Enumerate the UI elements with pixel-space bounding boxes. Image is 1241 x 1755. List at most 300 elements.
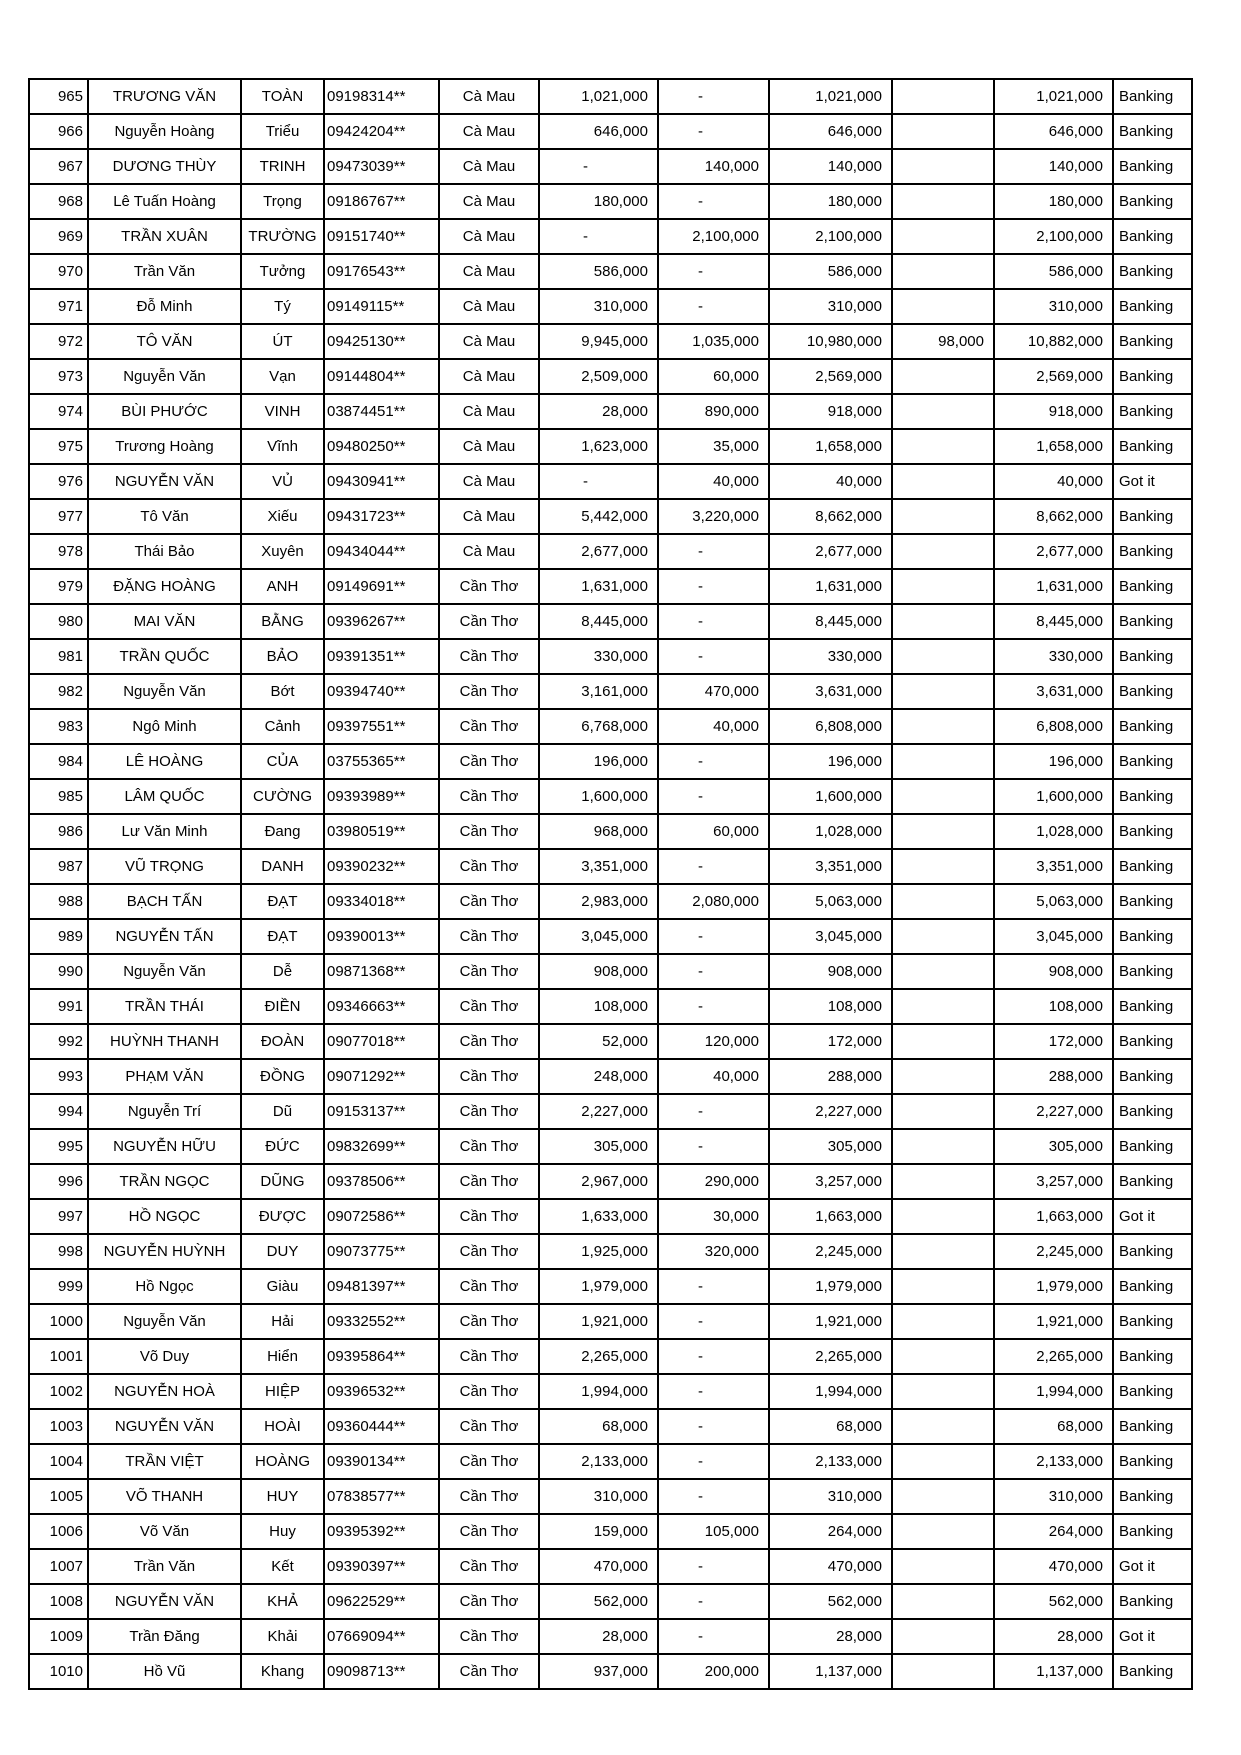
cell-no: 968	[29, 184, 88, 219]
cell-amount_net: 330,000	[994, 639, 1113, 674]
cell-amount_1: 2,133,000	[539, 1444, 658, 1479]
cell-no: 965	[29, 79, 88, 114]
table-row	[29, 569, 1192, 604]
cell-last_name: ANH	[241, 569, 324, 604]
cell-amount_2: -	[658, 639, 769, 674]
cell-city: Cà Mau	[439, 499, 539, 534]
cell-phone: 09396267**	[324, 604, 439, 639]
table-row	[29, 1129, 1192, 1164]
cell-status: Banking	[1113, 1094, 1192, 1129]
cell-status: Banking	[1113, 534, 1192, 569]
cell-amount_1: 8,445,000	[539, 604, 658, 639]
cell-amount_total: 1,021,000	[769, 79, 892, 114]
cell-no: 999	[29, 1269, 88, 1304]
cell-last_name: Tưởng	[241, 254, 324, 289]
cell-no: 977	[29, 499, 88, 534]
cell-last_name: TRƯỜNG	[241, 219, 324, 254]
cell-phone: 09378506**	[324, 1164, 439, 1199]
cell-amount_2: 1,035,000	[658, 324, 769, 359]
cell-amount_2: 40,000	[658, 1059, 769, 1094]
cell-phone: 09395392**	[324, 1514, 439, 1549]
cell-no: 985	[29, 779, 88, 814]
cell-city: Cần Thơ	[439, 1094, 539, 1129]
table-row	[29, 1269, 1192, 1304]
cell-phone: 09397551**	[324, 709, 439, 744]
cell-amount_adjust	[892, 989, 994, 1024]
cell-amount_total: 8,445,000	[769, 604, 892, 639]
cell-amount_1: 3,161,000	[539, 674, 658, 709]
cell-last_name: HIỆP	[241, 1374, 324, 1409]
cell-phone: 09072586**	[324, 1199, 439, 1234]
cell-amount_1: 1,633,000	[539, 1199, 658, 1234]
cell-status: Banking	[1113, 1234, 1192, 1269]
cell-status: Banking	[1113, 1654, 1192, 1689]
cell-first_name: NGUYỄN TẤN	[88, 919, 241, 954]
cell-last_name: DUY	[241, 1234, 324, 1269]
table-row	[29, 1094, 1192, 1129]
cell-amount_adjust	[892, 814, 994, 849]
cell-amount_2: -	[658, 114, 769, 149]
cell-last_name: ÚT	[241, 324, 324, 359]
cell-no: 974	[29, 394, 88, 429]
cell-amount_total: 40,000	[769, 464, 892, 499]
table-row	[29, 604, 1192, 639]
cell-amount_net: 196,000	[994, 744, 1113, 779]
cell-phone: 09360444**	[324, 1409, 439, 1444]
cell-amount_1: 1,979,000	[539, 1269, 658, 1304]
cell-amount_adjust	[892, 954, 994, 989]
cell-amount_1: 562,000	[539, 1584, 658, 1619]
cell-last_name: Kết	[241, 1549, 324, 1584]
cell-first_name: BÙI PHƯỚC	[88, 394, 241, 429]
cell-first_name: Nguyễn Văn	[88, 954, 241, 989]
cell-amount_net: 172,000	[994, 1024, 1113, 1059]
cell-amount_2: -	[658, 919, 769, 954]
cell-status: Banking	[1113, 779, 1192, 814]
cell-no: 990	[29, 954, 88, 989]
table-row	[29, 534, 1192, 569]
cell-no: 988	[29, 884, 88, 919]
cell-city: Cà Mau	[439, 79, 539, 114]
cell-city: Cần Thơ	[439, 604, 539, 639]
cell-city: Cần Thơ	[439, 1129, 539, 1164]
cell-amount_2: -	[658, 534, 769, 569]
cell-last_name: Bớt	[241, 674, 324, 709]
cell-last_name: Trọng	[241, 184, 324, 219]
cell-city: Cần Thơ	[439, 1059, 539, 1094]
cell-first_name: VŨ TRỌNG	[88, 849, 241, 884]
cell-phone: 09395864**	[324, 1339, 439, 1374]
table-row	[29, 359, 1192, 394]
cell-amount_total: 562,000	[769, 1584, 892, 1619]
cell-amount_total: 2,265,000	[769, 1339, 892, 1374]
cell-first_name: Tô Văn	[88, 499, 241, 534]
cell-status: Banking	[1113, 1479, 1192, 1514]
roster-table-body	[29, 79, 1192, 1689]
cell-first_name: TRẦN NGỌC	[88, 1164, 241, 1199]
cell-no: 981	[29, 639, 88, 674]
cell-last_name: VINH	[241, 394, 324, 429]
table-row	[29, 1479, 1192, 1514]
cell-city: Cần Thơ	[439, 1234, 539, 1269]
cell-amount_1: 3,351,000	[539, 849, 658, 884]
cell-last_name: ĐẠT	[241, 884, 324, 919]
cell-status: Banking	[1113, 1129, 1192, 1164]
cell-status: Got it	[1113, 1199, 1192, 1234]
cell-amount_adjust	[892, 674, 994, 709]
cell-last_name: ĐOÀN	[241, 1024, 324, 1059]
cell-amount_net: 140,000	[994, 149, 1113, 184]
cell-phone: 09871368**	[324, 954, 439, 989]
cell-status: Banking	[1113, 184, 1192, 219]
cell-amount_net: 2,265,000	[994, 1339, 1113, 1374]
cell-first_name: Nguyễn Văn	[88, 1304, 241, 1339]
cell-amount_total: 68,000	[769, 1409, 892, 1444]
cell-last_name: TRINH	[241, 149, 324, 184]
cell-amount_1: 3,045,000	[539, 919, 658, 954]
cell-amount_total: 3,257,000	[769, 1164, 892, 1199]
cell-amount_adjust	[892, 289, 994, 324]
table-row	[29, 1444, 1192, 1479]
table-row	[29, 1059, 1192, 1094]
cell-amount_2: 60,000	[658, 814, 769, 849]
cell-amount_1: 2,265,000	[539, 1339, 658, 1374]
cell-status: Banking	[1113, 289, 1192, 324]
cell-no: 1001	[29, 1339, 88, 1374]
cell-first_name: Ngô Minh	[88, 709, 241, 744]
cell-amount_adjust	[892, 604, 994, 639]
cell-status: Banking	[1113, 149, 1192, 184]
cell-no: 1000	[29, 1304, 88, 1339]
cell-amount_total: 2,100,000	[769, 219, 892, 254]
cell-phone: 09473039**	[324, 149, 439, 184]
cell-amount_net: 3,257,000	[994, 1164, 1113, 1199]
cell-last_name: ĐỒNG	[241, 1059, 324, 1094]
cell-amount_net: 646,000	[994, 114, 1113, 149]
cell-phone: 09431723**	[324, 499, 439, 534]
cell-amount_total: 470,000	[769, 1549, 892, 1584]
cell-amount_net: 288,000	[994, 1059, 1113, 1094]
cell-amount_total: 3,045,000	[769, 919, 892, 954]
cell-first_name: Nguyễn Văn	[88, 359, 241, 394]
cell-amount_2: -	[658, 1269, 769, 1304]
table-row	[29, 1374, 1192, 1409]
cell-amount_2: -	[658, 569, 769, 604]
cell-city: Cà Mau	[439, 324, 539, 359]
cell-amount_1: 1,623,000	[539, 429, 658, 464]
cell-no: 1009	[29, 1619, 88, 1654]
cell-no: 986	[29, 814, 88, 849]
cell-first_name: NGUYỄN VĂN	[88, 1584, 241, 1619]
cell-status: Banking	[1113, 219, 1192, 254]
cell-status: Banking	[1113, 744, 1192, 779]
cell-phone: 09390397**	[324, 1549, 439, 1584]
cell-amount_net: 310,000	[994, 1479, 1113, 1514]
cell-amount_1: 2,677,000	[539, 534, 658, 569]
table-row	[29, 1164, 1192, 1199]
cell-amount_total: 305,000	[769, 1129, 892, 1164]
cell-phone: 09198314**	[324, 79, 439, 114]
cell-amount_adjust	[892, 79, 994, 114]
cell-first_name: NGUYỄN HUỲNH	[88, 1234, 241, 1269]
cell-amount_adjust	[892, 1339, 994, 1374]
cell-amount_2: 60,000	[658, 359, 769, 394]
cell-amount_2: -	[658, 744, 769, 779]
cell-no: 1007	[29, 1549, 88, 1584]
cell-amount_adjust	[892, 779, 994, 814]
cell-status: Banking	[1113, 1374, 1192, 1409]
cell-amount_1: 470,000	[539, 1549, 658, 1584]
cell-amount_total: 2,569,000	[769, 359, 892, 394]
cell-phone: 09480250**	[324, 429, 439, 464]
cell-city: Cần Thơ	[439, 919, 539, 954]
cell-city: Cà Mau	[439, 254, 539, 289]
cell-city: Cần Thơ	[439, 884, 539, 919]
cell-amount_adjust	[892, 1129, 994, 1164]
cell-last_name: BẢO	[241, 639, 324, 674]
cell-amount_net: 3,631,000	[994, 674, 1113, 709]
cell-status: Banking	[1113, 954, 1192, 989]
table-row	[29, 1549, 1192, 1584]
cell-phone: 09149115**	[324, 289, 439, 324]
cell-amount_1: 28,000	[539, 394, 658, 429]
cell-amount_adjust	[892, 884, 994, 919]
cell-amount_1: 310,000	[539, 289, 658, 324]
cell-city: Cần Thơ	[439, 1584, 539, 1619]
cell-amount_net: 5,063,000	[994, 884, 1113, 919]
cell-no: 1004	[29, 1444, 88, 1479]
cell-status: Got it	[1113, 1619, 1192, 1654]
cell-amount_2: 120,000	[658, 1024, 769, 1059]
cell-amount_1: -	[539, 219, 658, 254]
cell-last_name: Xuyên	[241, 534, 324, 569]
cell-no: 987	[29, 849, 88, 884]
table-row	[29, 989, 1192, 1024]
cell-amount_adjust	[892, 1479, 994, 1514]
cell-amount_total: 288,000	[769, 1059, 892, 1094]
cell-amount_total: 2,677,000	[769, 534, 892, 569]
cell-amount_net: 264,000	[994, 1514, 1113, 1549]
cell-no: 970	[29, 254, 88, 289]
cell-first_name: Võ Duy	[88, 1339, 241, 1374]
cell-last_name: Vĩnh	[241, 429, 324, 464]
cell-status: Banking	[1113, 1024, 1192, 1059]
cell-status: Banking	[1113, 359, 1192, 394]
table-row	[29, 779, 1192, 814]
payment-roster-table	[28, 78, 1193, 1690]
cell-first_name: TÔ VĂN	[88, 324, 241, 359]
cell-phone: 09149691**	[324, 569, 439, 604]
cell-phone: 09481397**	[324, 1269, 439, 1304]
cell-amount_adjust	[892, 359, 994, 394]
cell-phone: 09391351**	[324, 639, 439, 674]
cell-first_name: Trương Hoàng	[88, 429, 241, 464]
cell-amount_2: 40,000	[658, 464, 769, 499]
cell-amount_net: 2,100,000	[994, 219, 1113, 254]
table-row	[29, 219, 1192, 254]
cell-last_name: Xiếu	[241, 499, 324, 534]
cell-amount_net: 108,000	[994, 989, 1113, 1024]
cell-phone: 09151740**	[324, 219, 439, 254]
cell-amount_adjust	[892, 464, 994, 499]
cell-city: Cần Thơ	[439, 1164, 539, 1199]
cell-phone: 09334018**	[324, 884, 439, 919]
cell-no: 975	[29, 429, 88, 464]
cell-status: Banking	[1113, 709, 1192, 744]
cell-amount_total: 1,658,000	[769, 429, 892, 464]
cell-status: Banking	[1113, 1409, 1192, 1444]
cell-last_name: Hiển	[241, 1339, 324, 1374]
cell-city: Cần Thơ	[439, 1514, 539, 1549]
cell-city: Cà Mau	[439, 114, 539, 149]
cell-amount_adjust: 98,000	[892, 324, 994, 359]
cell-first_name: Trần Văn	[88, 254, 241, 289]
cell-amount_1: 310,000	[539, 1479, 658, 1514]
cell-city: Cần Thơ	[439, 1304, 539, 1339]
cell-amount_1: 159,000	[539, 1514, 658, 1549]
cell-amount_total: 908,000	[769, 954, 892, 989]
cell-no: 979	[29, 569, 88, 604]
cell-city: Cần Thơ	[439, 1339, 539, 1374]
cell-status: Got it	[1113, 464, 1192, 499]
cell-amount_adjust	[892, 1619, 994, 1654]
cell-amount_adjust	[892, 744, 994, 779]
cell-amount_adjust	[892, 709, 994, 744]
cell-phone: 09390013**	[324, 919, 439, 954]
cell-city: Cà Mau	[439, 464, 539, 499]
table-row	[29, 1234, 1192, 1269]
cell-amount_2: -	[658, 1549, 769, 1584]
cell-amount_adjust	[892, 1234, 994, 1269]
cell-amount_net: 28,000	[994, 1619, 1113, 1654]
cell-first_name: Thái Bảo	[88, 534, 241, 569]
cell-last_name: ĐIỀN	[241, 989, 324, 1024]
cell-first_name: Hồ Vũ	[88, 1654, 241, 1689]
cell-amount_total: 196,000	[769, 744, 892, 779]
cell-amount_2: 290,000	[658, 1164, 769, 1199]
cell-status: Banking	[1113, 79, 1192, 114]
cell-amount_total: 918,000	[769, 394, 892, 429]
cell-city: Cần Thơ	[439, 954, 539, 989]
cell-amount_1: 5,442,000	[539, 499, 658, 534]
cell-phone: 09396532**	[324, 1374, 439, 1409]
cell-amount_total: 140,000	[769, 149, 892, 184]
cell-city: Cần Thơ	[439, 779, 539, 814]
cell-amount_total: 1,994,000	[769, 1374, 892, 1409]
cell-amount_total: 3,631,000	[769, 674, 892, 709]
cell-amount_net: 1,137,000	[994, 1654, 1113, 1689]
cell-last_name: Triểu	[241, 114, 324, 149]
cell-no: 995	[29, 1129, 88, 1164]
cell-amount_1: 52,000	[539, 1024, 658, 1059]
cell-amount_total: 2,245,000	[769, 1234, 892, 1269]
cell-first_name: Nguyễn Trí	[88, 1094, 241, 1129]
cell-first_name: Trần Văn	[88, 1549, 241, 1584]
cell-phone: 09332552**	[324, 1304, 439, 1339]
cell-status: Banking	[1113, 1164, 1192, 1199]
cell-city: Cần Thơ	[439, 1444, 539, 1479]
cell-amount_net: 1,631,000	[994, 569, 1113, 604]
cell-no: 976	[29, 464, 88, 499]
cell-amount_1: 1,921,000	[539, 1304, 658, 1339]
cell-city: Cà Mau	[439, 534, 539, 569]
cell-amount_net: 2,569,000	[994, 359, 1113, 394]
cell-amount_total: 1,663,000	[769, 1199, 892, 1234]
cell-amount_1: 968,000	[539, 814, 658, 849]
cell-amount_net: 6,808,000	[994, 709, 1113, 744]
cell-amount_total: 5,063,000	[769, 884, 892, 919]
table-row	[29, 639, 1192, 674]
cell-status: Banking	[1113, 604, 1192, 639]
cell-amount_1: 6,768,000	[539, 709, 658, 744]
cell-amount_1: 2,983,000	[539, 884, 658, 919]
cell-city: Cần Thơ	[439, 1269, 539, 1304]
cell-phone: 09832699**	[324, 1129, 439, 1164]
cell-amount_adjust	[892, 1269, 994, 1304]
cell-no: 1010	[29, 1654, 88, 1689]
table-row	[29, 814, 1192, 849]
cell-amount_1: 908,000	[539, 954, 658, 989]
cell-no: 993	[29, 1059, 88, 1094]
cell-no: 1005	[29, 1479, 88, 1514]
cell-amount_net: 2,245,000	[994, 1234, 1113, 1269]
cell-first_name: PHẠM VĂN	[88, 1059, 241, 1094]
cell-no: 983	[29, 709, 88, 744]
cell-city: Cần Thơ	[439, 674, 539, 709]
table-row	[29, 1619, 1192, 1654]
cell-first_name: Lư Văn Minh	[88, 814, 241, 849]
cell-status: Banking	[1113, 1584, 1192, 1619]
cell-amount_total: 28,000	[769, 1619, 892, 1654]
cell-phone: 07669094**	[324, 1619, 439, 1654]
cell-first_name: DƯƠNG THÙY	[88, 149, 241, 184]
cell-amount_net: 1,600,000	[994, 779, 1113, 814]
cell-no: 997	[29, 1199, 88, 1234]
cell-amount_1: 2,967,000	[539, 1164, 658, 1199]
cell-city: Cần Thơ	[439, 1199, 539, 1234]
cell-no: 991	[29, 989, 88, 1024]
table-row	[29, 709, 1192, 744]
cell-first_name: HỒ NGỌC	[88, 1199, 241, 1234]
cell-status: Banking	[1113, 254, 1192, 289]
cell-no: 984	[29, 744, 88, 779]
cell-phone: 09430941**	[324, 464, 439, 499]
cell-amount_total: 6,808,000	[769, 709, 892, 744]
cell-amount_total: 3,351,000	[769, 849, 892, 884]
cell-no: 1003	[29, 1409, 88, 1444]
cell-phone: 03980519**	[324, 814, 439, 849]
table-row	[29, 499, 1192, 534]
table-row	[29, 324, 1192, 359]
cell-status: Banking	[1113, 1304, 1192, 1339]
cell-amount_total: 180,000	[769, 184, 892, 219]
cell-no: 980	[29, 604, 88, 639]
cell-amount_total: 310,000	[769, 289, 892, 324]
cell-amount_adjust	[892, 1094, 994, 1129]
cell-amount_2: -	[658, 954, 769, 989]
cell-amount_total: 2,227,000	[769, 1094, 892, 1129]
cell-status: Banking	[1113, 849, 1192, 884]
cell-amount_total: 1,979,000	[769, 1269, 892, 1304]
cell-first_name: Hồ Ngọc	[88, 1269, 241, 1304]
cell-amount_total: 586,000	[769, 254, 892, 289]
cell-phone: 09071292**	[324, 1059, 439, 1094]
table-row	[29, 254, 1192, 289]
cell-no: 973	[29, 359, 88, 394]
cell-amount_adjust	[892, 1374, 994, 1409]
cell-first_name: TRẦN XUÂN	[88, 219, 241, 254]
cell-phone: 09424204**	[324, 114, 439, 149]
